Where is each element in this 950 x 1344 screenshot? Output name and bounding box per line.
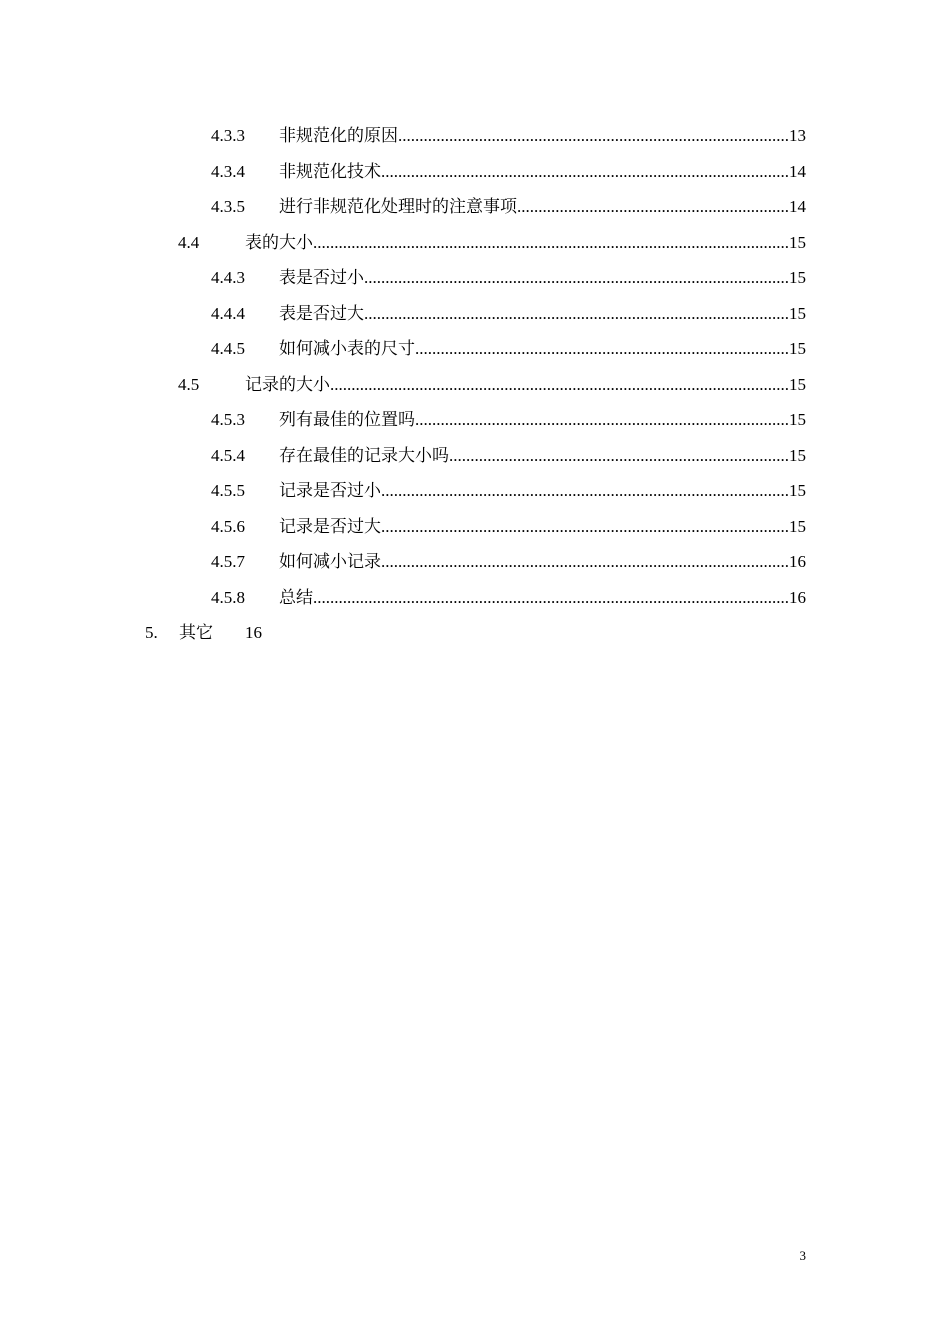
toc-entry-line bbox=[279, 544, 806, 580]
toc-entry-title: 列有最佳的位置吗 bbox=[279, 402, 415, 438]
toc-entry-line bbox=[279, 438, 806, 474]
toc-entry-line bbox=[279, 118, 806, 154]
toc-entry-title: 存在最佳的记录大小吗 bbox=[279, 438, 449, 474]
toc-entry-title: 其它 bbox=[179, 623, 213, 642]
toc-entry-number: 4.3.5 bbox=[211, 197, 245, 216]
toc-entry-4-5-3[interactable] bbox=[0, 402, 950, 438]
toc-entry-page: 14 bbox=[789, 197, 806, 216]
toc-entry-4-4-5[interactable] bbox=[0, 331, 950, 367]
toc-entry-title: 记录的大小 bbox=[245, 367, 330, 403]
toc-entry-title: 非规范化技术 bbox=[279, 154, 381, 190]
toc-entry-line bbox=[279, 331, 806, 367]
toc-dot-leader bbox=[517, 189, 788, 225]
toc-entry-line bbox=[279, 402, 806, 438]
toc-entry-page: 16 bbox=[789, 552, 806, 571]
toc-entry-number: 4.5 bbox=[178, 374, 200, 394]
toc-entry-4-4-4[interactable] bbox=[0, 296, 950, 332]
page-number: 3 bbox=[799, 1248, 806, 1263]
toc-entry-page: 14 bbox=[789, 161, 806, 181]
toc-dot-leader bbox=[381, 473, 788, 509]
toc-entry-number: 4.3.4 bbox=[211, 161, 245, 181]
toc-entry-number: 4.4.5 bbox=[211, 339, 245, 358]
toc-entry-4-5-4[interactable] bbox=[0, 438, 950, 474]
toc-entry-line bbox=[279, 580, 806, 616]
toc-entry-page: 15 bbox=[789, 445, 806, 465]
toc-entry-line bbox=[279, 154, 806, 190]
toc-entry-page: 15 bbox=[789, 410, 806, 429]
toc-entry-page: 15 bbox=[789, 481, 806, 500]
toc-entry-4-3-4[interactable] bbox=[0, 154, 950, 190]
toc-entry-page: 15 bbox=[789, 232, 806, 252]
toc-entry-title: 记录是否过小 bbox=[279, 473, 381, 509]
toc-entry-page: 16 bbox=[789, 587, 806, 607]
toc-entry-5[interactable] bbox=[0, 615, 950, 651]
toc-entry-line bbox=[245, 225, 806, 261]
toc-entry-line bbox=[279, 473, 806, 509]
toc-entry-line bbox=[279, 509, 806, 545]
toc-entry-page: 15 bbox=[789, 303, 806, 323]
toc-entry-title: 表是否过小 bbox=[279, 260, 364, 296]
toc-entry-4-4[interactable] bbox=[0, 225, 950, 261]
toc-entry-4-5-8[interactable] bbox=[0, 580, 950, 616]
toc-entry-page: 15 bbox=[789, 339, 806, 358]
toc-entry-number: 4.4 bbox=[178, 232, 200, 252]
toc-entry-page: 15 bbox=[789, 374, 806, 394]
table-of-contents bbox=[0, 118, 950, 651]
toc-entry-number: 4.5.8 bbox=[211, 587, 245, 607]
toc-entry-title: 如何减小记录 bbox=[279, 544, 381, 580]
toc-entry-page: 16 bbox=[245, 623, 262, 642]
toc-entry-4-5-5[interactable] bbox=[0, 473, 950, 509]
toc-entry-title: 如何减小表的尺寸 bbox=[279, 331, 415, 367]
toc-dot-leader bbox=[364, 260, 788, 296]
toc-entry-title: 进行非规范化处理时的注意事项 bbox=[279, 189, 517, 225]
toc-entry-page: 13 bbox=[789, 126, 806, 145]
toc-entry-title: 记录是否过大 bbox=[279, 509, 381, 545]
toc-entry-title: 表是否过大 bbox=[279, 296, 364, 332]
toc-entry-title: 总结 bbox=[279, 580, 313, 616]
toc-entry-number: 4.4.4 bbox=[211, 303, 245, 323]
toc-entry-4-3-3[interactable] bbox=[0, 118, 950, 154]
toc-dot-leader bbox=[330, 367, 788, 403]
toc-entry-line bbox=[279, 260, 806, 296]
toc-entry-page: 15 bbox=[789, 268, 806, 287]
toc-dot-leader bbox=[398, 118, 788, 154]
toc-entry-title: 非规范化的原因 bbox=[279, 118, 398, 154]
toc-dot-leader bbox=[364, 296, 788, 332]
toc-dot-leader bbox=[313, 580, 788, 616]
toc-dot-leader bbox=[381, 154, 788, 190]
toc-entry-number: 4.5.6 bbox=[211, 516, 245, 536]
toc-entry-page: 15 bbox=[789, 516, 806, 536]
toc-dot-leader bbox=[381, 544, 788, 580]
toc-dot-leader bbox=[313, 225, 788, 261]
toc-entry-title: 表的大小 bbox=[245, 225, 313, 261]
toc-entry-4-5[interactable] bbox=[0, 367, 950, 403]
toc-dot-leader bbox=[381, 509, 788, 545]
toc-entry-number: 4.3.3 bbox=[211, 126, 245, 145]
toc-entry-line bbox=[279, 296, 806, 332]
toc-entry-4-4-3[interactable] bbox=[0, 260, 950, 296]
toc-entry-number: 5. bbox=[145, 623, 158, 642]
toc-entry-number: 4.5.5 bbox=[211, 481, 245, 500]
toc-entry-4-5-7[interactable] bbox=[0, 544, 950, 580]
toc-entry-number: 4.5.7 bbox=[211, 552, 245, 571]
toc-dot-leader bbox=[449, 438, 788, 474]
toc-entry-4-5-6[interactable] bbox=[0, 509, 950, 545]
toc-entry-line bbox=[279, 189, 806, 225]
toc-dot-leader bbox=[415, 402, 788, 438]
toc-dot-leader bbox=[415, 331, 788, 367]
toc-entry-4-3-5[interactable] bbox=[0, 189, 950, 225]
toc-entry-number: 4.5.3 bbox=[211, 410, 245, 429]
toc-entry-number: 4.4.3 bbox=[211, 268, 245, 287]
toc-entry-line bbox=[245, 367, 806, 403]
toc-entry-number: 4.5.4 bbox=[211, 445, 245, 465]
